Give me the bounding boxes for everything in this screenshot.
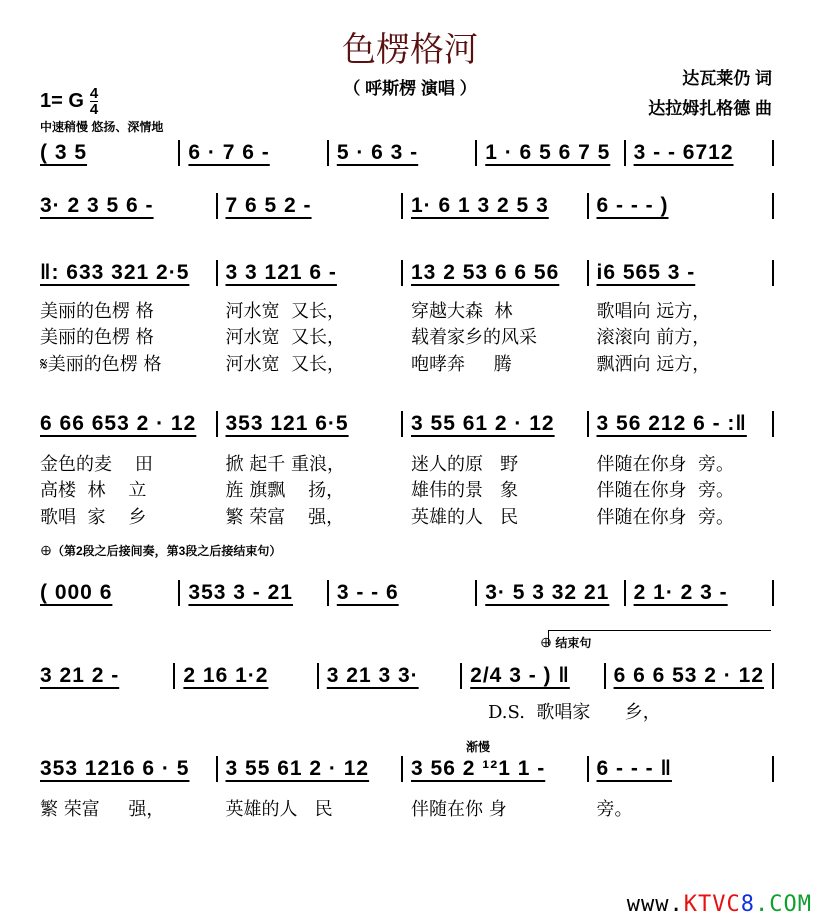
barline (587, 756, 589, 782)
watermark (627, 892, 812, 917)
barline (178, 580, 180, 606)
measure: 3 - - 6712 (633, 141, 734, 164)
notation-row (40, 260, 782, 286)
key-label: 1= G (40, 90, 84, 112)
barline (327, 580, 329, 606)
measure: 3 56 2 ¹²1 1 - (411, 757, 546, 780)
lyric-segment: 旁。 (596, 799, 633, 820)
barline (587, 260, 589, 286)
lyric-segment: 美丽的色楞 格 (40, 327, 154, 348)
lyric-segment: 迷人的原 野 (411, 454, 519, 475)
measure: ( 3 5 (40, 141, 88, 164)
lyric-segment: 高楼 林 立 (40, 480, 147, 501)
wm-ktv: KTVC (683, 892, 741, 917)
measure: 353 1216 6 · 5 (40, 757, 190, 780)
notation-row (40, 140, 782, 166)
lyric-segment: 河水宽 又长， (225, 354, 345, 375)
lyric-line (40, 476, 782, 502)
measure: 1· 6 1 3 2 5 3 (411, 194, 549, 217)
barline (401, 260, 403, 286)
time-top: 4 (89, 85, 99, 102)
measure: 1 · 6 5 6 7 5 (485, 141, 611, 164)
lyric-segment: 旌 旗飘 扬， (225, 480, 345, 501)
lyric-segment: 咆哮奔 腾 (411, 354, 512, 375)
measure: 6 · 7 6 - (188, 141, 270, 164)
barline (401, 193, 403, 219)
measure: 353 3 - 21 (188, 581, 293, 604)
barline (216, 193, 218, 219)
lyric-segment: 𝄋美丽的色楞 格 (40, 354, 162, 375)
barline (401, 756, 403, 782)
measure: ( 000 6 (40, 581, 113, 604)
lyric-segment: 雄伟的景 象 (411, 480, 519, 501)
barline (772, 663, 774, 689)
barline (604, 663, 606, 689)
lyric-segment: 繁 荣富 强， (225, 507, 345, 528)
lyric-line (40, 323, 782, 349)
measure: 353 121 6·5 (225, 412, 349, 435)
barline (327, 140, 329, 166)
lyricist: 达瓦莱仍 词 (682, 69, 772, 88)
barline (216, 756, 218, 782)
measure: 5 · 6 3 - (336, 141, 419, 164)
barline (401, 411, 403, 437)
lyric-segment: 伴随在你身 旁。 (596, 480, 734, 501)
song-title: 色楞格河 (342, 30, 478, 70)
lyric-line (40, 297, 782, 323)
lyric-segment: 飘洒向 远方， (596, 354, 711, 375)
time-signature (90, 86, 98, 117)
measure: 3 55 61 2 · 12 (411, 412, 555, 435)
lyric-segment: 美丽的色楞 格 (40, 301, 154, 322)
lyric-segment: 英雄的人 民 (411, 507, 519, 528)
lyric-segment: 英雄的人 民 (225, 799, 333, 820)
lyric-segment: 歌唱 家 乡 (40, 507, 147, 528)
time-bottom: 4 (89, 101, 99, 118)
barline (624, 580, 626, 606)
measure: 6 - - - ) (596, 194, 669, 217)
barline (772, 580, 774, 606)
barline (772, 411, 774, 437)
key-signature (40, 86, 98, 117)
lyric-segment: 河水宽 又长， (225, 301, 345, 322)
barline (460, 663, 462, 689)
barline (216, 411, 218, 437)
barline (216, 260, 218, 286)
ds-lyric-line: D.S. 歌唱家 乡， (488, 702, 661, 723)
slower-marking: 渐慢 (466, 740, 491, 754)
measure: i6 565 3 - (596, 261, 696, 284)
barline (475, 140, 477, 166)
barline (772, 260, 774, 286)
lyric-segment: 金色的麦 田 (40, 454, 153, 475)
barline (587, 193, 589, 219)
lyric-line (40, 450, 782, 476)
barline (317, 663, 319, 689)
lyric-line (40, 503, 782, 529)
measure: 3 21 3 3· (326, 664, 419, 687)
lyric-segment: 掀 起千 重浪， (225, 454, 345, 475)
measure: ‖: 633 321 2·5 (40, 261, 190, 284)
lyric-segment: 伴随在你 身 (411, 799, 507, 820)
wm-www: www. (626, 892, 684, 917)
lyric-segment: 繁 荣富 强， (40, 799, 165, 820)
lyric-line (40, 350, 782, 376)
measure: 3 56 212 6 - :‖ (596, 412, 747, 435)
lyric-segment: 伴随在你身 旁。 (596, 454, 734, 475)
lyric-segment: 河水宽 又长， (225, 327, 345, 348)
barline (772, 193, 774, 219)
final-lyrics (40, 795, 782, 821)
measure: 3· 5 3 32 21 (485, 581, 610, 604)
lyric-segment: 滚滚向 前方， (596, 327, 711, 348)
measure: 6 - - - ‖ (596, 757, 672, 780)
performer: （ 呼斯楞 演唱 ） (343, 79, 477, 98)
measure: 3 21 2 - (40, 664, 120, 687)
composer: 达拉姆扎格德 曲 (648, 99, 772, 118)
ending-label: ⊕ 结束句 (540, 636, 592, 650)
barline (772, 140, 774, 166)
barline (624, 140, 626, 166)
notation-row (40, 580, 782, 606)
measure: 3 55 61 2 · 12 (225, 757, 370, 780)
measure: 6 6 6 53 2 · 12 (613, 664, 764, 687)
measure: 13 2 53 6 6 56 (411, 261, 560, 284)
lyric-segment: 伴随在你身 旁。 (596, 507, 734, 528)
measure: 3 3 121 6 - (225, 261, 337, 284)
lyric-segment: 载着家乡的风采 (411, 327, 537, 348)
measure: 3· 2 3 5 6 - (40, 194, 154, 217)
lyric-segment: 歌唱向 远方， (596, 301, 711, 322)
measure: 6 66 653 2 · 12 (40, 412, 197, 435)
notation-row (40, 663, 782, 689)
notation-row (40, 411, 782, 437)
notation-row (40, 193, 782, 219)
measure: 2 16 1·2 (183, 664, 269, 687)
measure: 2/4 3 - ) ‖ (470, 664, 570, 687)
measure: 2 1· 2 3 - (633, 581, 728, 604)
measure: 3 - - 6 (336, 581, 399, 604)
coda-note: ⊕（第2段之后接间奏，第3段之后接结束句） (40, 544, 282, 558)
barline (587, 411, 589, 437)
lyric-segment: 穿越大森 林 (411, 301, 513, 322)
barline (475, 580, 477, 606)
wm-8: 8 (740, 892, 756, 917)
barline (772, 756, 774, 782)
tempo-marking: 中速稍慢 悠扬、深情地 (40, 120, 164, 134)
barline (173, 663, 175, 689)
wm-com: .COM (755, 892, 812, 917)
measure: 7 6 5 2 - (225, 194, 312, 217)
barline (178, 140, 180, 166)
notation-row (40, 756, 782, 782)
